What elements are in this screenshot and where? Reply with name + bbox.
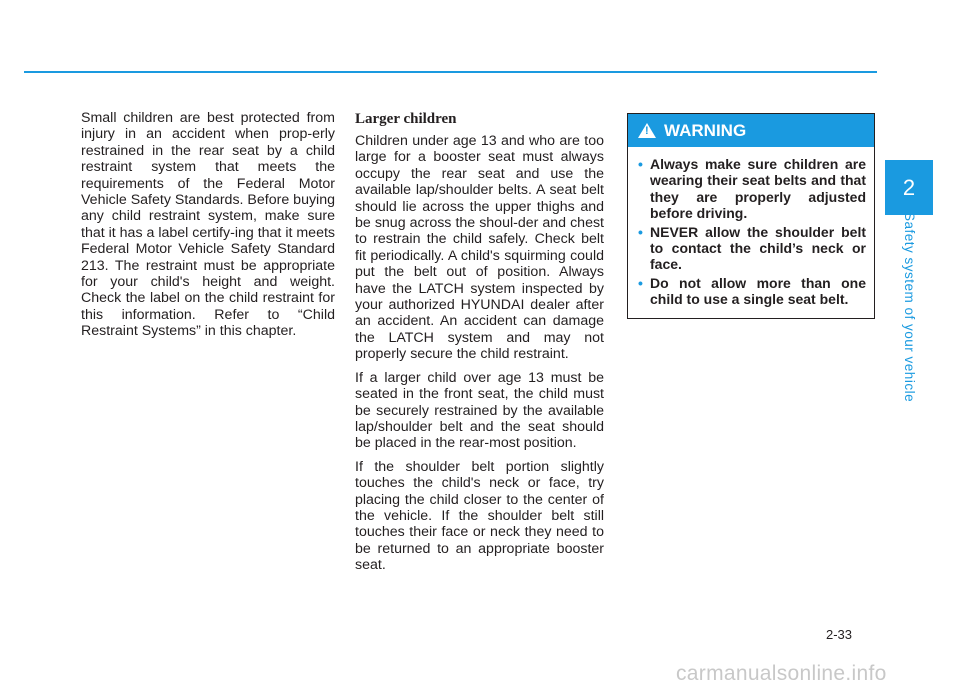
section-heading: Larger children <box>355 111 457 127</box>
warning-item: • NEVER allow the shoulder belt to contact the child’s neck or face. <box>638 223 866 273</box>
body-paragraph: If the shoulder belt portion slightly touches the child's neck or face, try placing the child closer to the center of the vehicle. If the shoulder belt still touches their face or neck they need to be returned to an appropriate booster seat. <box>355 458 604 574</box>
warning-title: WARNING <box>664 120 747 140</box>
warning-list <box>628 147 874 308</box>
body-paragraph: If a larger child over age 13 must be seated in the front seat, the child must be securely restrained by the available lap/shoulder belt and the seat should be placed in the rear-most position. <box>355 369 604 452</box>
warning-triangle-icon <box>638 123 656 138</box>
bullet-icon: • <box>638 223 643 240</box>
warning-box <box>627 113 875 319</box>
bullet-icon: • <box>638 156 643 172</box>
warning-item: • Do not allow more than one child to use a single seat belt. <box>638 274 866 308</box>
watermark: carmanualsonline.info <box>676 662 887 685</box>
left-column <box>81 110 335 347</box>
top-rule <box>24 71 877 73</box>
bullet-icon: • <box>638 274 643 291</box>
chapter-number: 2 <box>902 174 916 200</box>
warning-header <box>628 114 874 147</box>
page-number: 2-33 <box>826 627 853 642</box>
body-paragraph: Children under age 13 and who are too large for a booster seat must always occupy the rear seat and use the available lap/shoulder belts. A seat belt should lie across the upper thighs and be snug across the shoul-der and chest to restrain the child safely. Check belt fit periodically. A child's squirming could put the belt out of position. Always have the LATCH system inspected by your authorized HYUNDAI dealer after an accident. An accident can damage the LATCH system and may not properly secure the child restraint. <box>355 133 604 363</box>
warning-item: • Always make sure children are wearing their seat belts and that they are properly adjusted before driving. <box>638 156 866 222</box>
body-paragraph: Small children are best protected from injury in an accident when prop-erly restrained in the rear seat by a child restraint system that meets the requirements of the Federal Motor Vehicle Safety Standards. Before buying any child restraint system, make sure that it has a label certify-ing that it meets Federal Motor Vehicle Safety Standard 213. The restraint must be appropriate for your child's height and weight. Check the label on the child restraint for this information. Refer to “Child Restraint Systems” in this chapter. <box>81 110 335 340</box>
chapter-title: Safety system of your vehicle <box>902 212 917 403</box>
chapter-tab <box>885 160 933 215</box>
middle-column <box>355 110 604 581</box>
